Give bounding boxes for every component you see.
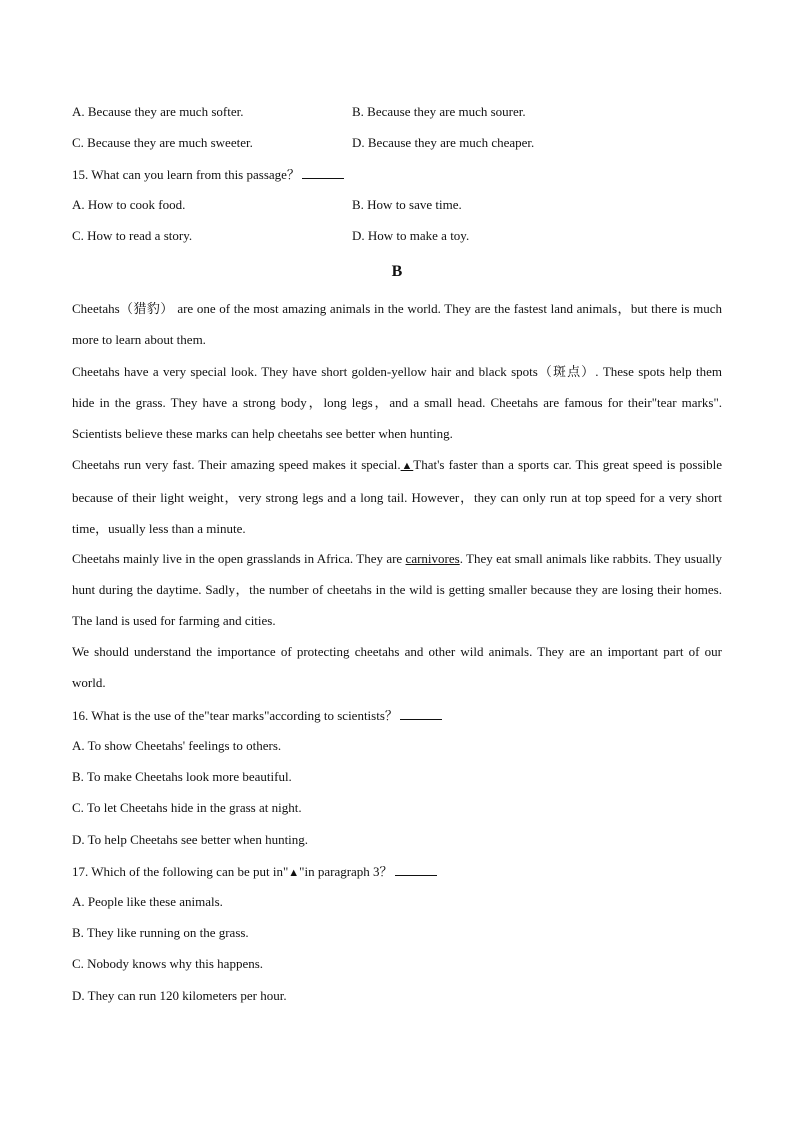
q15-option-d: D. How to make a toy. xyxy=(352,228,470,243)
paragraph-3-end: That's faster than a sports car. This great speed is possible because of their light weight，very strong legs and a long tail. However，they can only run at top speed for a very short time，usually less than a minute. xyxy=(72,457,722,536)
q17-option-b: B. They like running on the grass. xyxy=(72,925,249,940)
answer-blank[interactable] xyxy=(395,863,437,876)
q17-question xyxy=(72,863,437,881)
q15-option-b: B. How to save time. xyxy=(352,197,462,212)
q15-option-a: A. How to cook food. xyxy=(72,197,186,212)
paragraph-1: Cheetahs（猎豹） are one of the most amazing animals in the world. They are the fastest land animals，but there is much more to learn about them. xyxy=(72,301,722,347)
q17-option-c: C. Nobody knows why this happens. xyxy=(72,956,264,971)
paragraph-3-start: Cheetahs run very fast. Their amazing speed makes it special. xyxy=(72,457,401,472)
q17-option-a: A. People like these animals. xyxy=(72,894,223,909)
q17-option-d: D. They can run 120 kilometers per hour. xyxy=(72,988,287,1003)
q14-option-a: A. Because they are much softer. xyxy=(72,104,244,119)
paragraph-4 xyxy=(72,543,722,636)
q16-option-d: D. To help Cheetahs see better when hunting. xyxy=(72,832,309,847)
q16-question xyxy=(72,707,442,724)
q15-question xyxy=(72,166,344,183)
answer-blank[interactable] xyxy=(302,166,344,179)
q17-stem-end: "in paragraph 3？ xyxy=(299,864,393,879)
q16-option-b: B. To make Cheetahs look more beautiful. xyxy=(72,769,292,784)
q14-option-d: D. Because they are much cheaper. xyxy=(352,135,535,150)
section-title: B xyxy=(391,263,403,280)
answer-blank[interactable] xyxy=(400,707,442,720)
paragraph-4-start: Cheetahs mainly live in the open grasslands in Africa. They are xyxy=(72,551,406,566)
q14-option-b: B. Because they are much sourer. xyxy=(352,104,526,119)
q15-stem: 15. What can you learn from this passage？ xyxy=(72,167,300,182)
paragraph-5: We should understand the importance of protecting cheetahs and other wild animals. They are an important part of our world. xyxy=(72,644,722,690)
paragraph-2: Cheetahs have a very special look. They have short golden-yellow hair and black spots（斑点）. These spots help them hide in the grass. They have a strong body，long legs，and a small head. Cheetahs are famous for their"tear marks". Scientists believe these marks can help cheetahs see better when hunting. xyxy=(72,364,722,441)
blank-marker: ▲ xyxy=(400,460,414,472)
blank-marker: ▲ xyxy=(288,867,300,879)
paragraph-4-end: . They eat small animals like rabbits. They usually hunt during the daytime. Sadly，the number of cheetahs in the wild is getting smaller because they are losing their homes. The land is used for farming and cities. xyxy=(72,551,722,628)
q17-stem-start: 17. Which of the following can be put in" xyxy=(72,864,289,879)
q15-option-c: C. How to read a story. xyxy=(72,228,193,243)
underlined-word: carnivores xyxy=(405,551,460,566)
q16-option-c: C. To let Cheetahs hide in the grass at night. xyxy=(72,800,302,815)
q16-option-a: A. To show Cheetahs' feelings to others. xyxy=(72,738,282,753)
q16-stem: 16. What is the use of the"tear marks"according to scientists？ xyxy=(72,708,398,723)
paragraph-3 xyxy=(72,449,722,544)
q14-option-c: C. Because they are much sweeter. xyxy=(72,135,253,150)
